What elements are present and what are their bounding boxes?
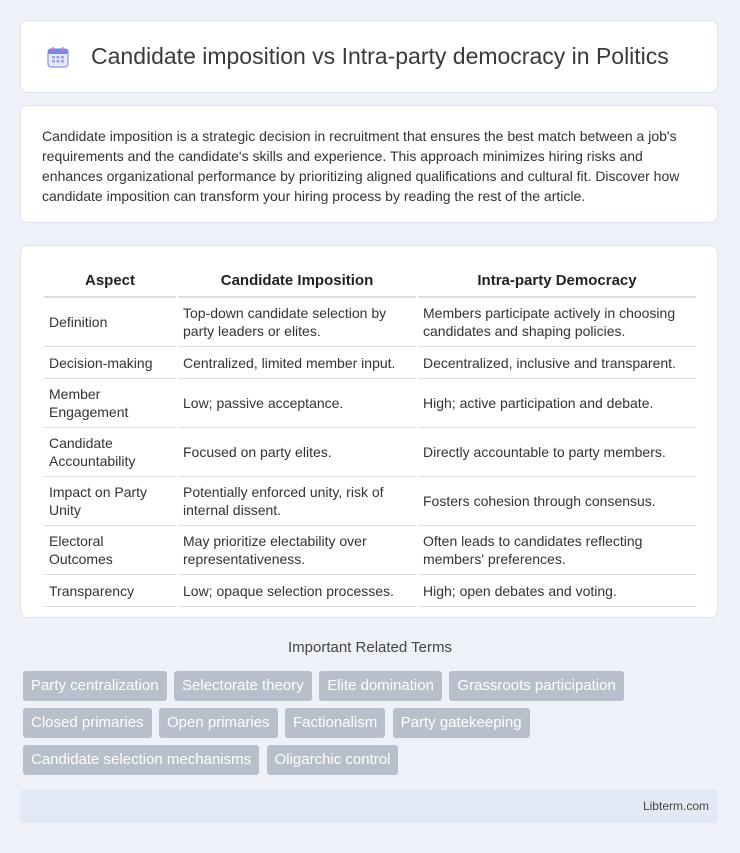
tag-candidate-selection-mechanisms[interactable]: Candidate selection mechanisms (23, 745, 259, 775)
table-cell: Low; opaque selection processes. (178, 575, 416, 607)
table-cell: Decision-making (44, 347, 176, 379)
tag-open-primaries[interactable]: Open primaries (159, 708, 278, 738)
table-cell: Definition (44, 298, 176, 347)
intro-text: Candidate imposition is a strategic decision in recruitment that ensures the best match between a job's requirements and the candidate's skills and experience. This approach minimizes hiring risks and enhances organizational performance by prioritizing aligned qualifications and cultural fit. Discover how candidate imposition can transform your hiring process by reading the rest of the article. (42, 128, 680, 204)
table-row (44, 575, 696, 607)
table-cell: Members participate actively in choosing candidates and shaping policies. (418, 298, 696, 347)
table-row (44, 428, 696, 477)
table-cell: Decentralized, inclusive and transparent. (418, 347, 696, 379)
tag-factionalism[interactable]: Factionalism (285, 708, 385, 738)
table-cell: Top-down candidate selection by party leaders or elites. (178, 298, 416, 347)
related-terms-title: Important Related Terms (288, 639, 452, 656)
tag-grassroots-participation[interactable]: Grassroots participation (449, 671, 623, 701)
table-cell: Transparency (44, 575, 176, 607)
comparison-table (42, 264, 698, 607)
table-cell: Potentially enforced unity, risk of internal dissent. (178, 477, 416, 526)
tag-elite-domination[interactable]: Elite domination (319, 671, 442, 701)
footer (20, 790, 718, 823)
table-cell: Impact on Party Unity (44, 477, 176, 526)
table-cell: Often leads to candidates reflecting members' preferences. (418, 526, 696, 575)
table-cell: High; active participation and debate. (418, 379, 696, 428)
comparison-card (20, 245, 718, 618)
table-row (44, 298, 696, 347)
table-cell: Candidate Accountability (44, 428, 176, 477)
related-terms-list (23, 671, 723, 782)
header-candidate-imposition: Candidate Imposition (178, 264, 416, 298)
title-card (20, 20, 718, 93)
table-row (44, 379, 696, 428)
table-row (44, 477, 696, 526)
table-cell: Fosters cohesion through consensus. (418, 477, 696, 526)
table-cell: Focused on party elites. (178, 428, 416, 477)
table-row (44, 347, 696, 379)
tag-selectorate-theory[interactable]: Selectorate theory (174, 671, 312, 701)
header-intra-party-democracy: Intra-party Democracy (418, 264, 696, 298)
table-cell: Electoral Outcomes (44, 526, 176, 575)
table-cell: May prioritize electability over representativeness. (178, 526, 416, 575)
table-row (44, 526, 696, 575)
intro-card (20, 105, 718, 223)
tag-closed-primaries[interactable]: Closed primaries (23, 708, 152, 738)
header-aspect: Aspect (44, 264, 176, 298)
table-cell: Low; passive acceptance. (178, 379, 416, 428)
table-cell: Centralized, limited member input. (178, 347, 416, 379)
tag-party-gatekeeping[interactable]: Party gatekeeping (393, 708, 530, 738)
calendar-icon (47, 46, 69, 68)
footer-site-link[interactable]: Libterm.com (642, 799, 709, 813)
table-cell: Member Engagement (44, 379, 176, 428)
table-cell: Directly accountable to party members. (418, 428, 696, 477)
table-cell: High; open debates and voting. (418, 575, 696, 607)
page-title: Candidate imposition vs Intra-party democracy in Politics (91, 43, 669, 69)
tag-party-centralization[interactable]: Party centralization (23, 671, 167, 701)
tag-oligarchic-control[interactable]: Oligarchic control (267, 745, 399, 775)
